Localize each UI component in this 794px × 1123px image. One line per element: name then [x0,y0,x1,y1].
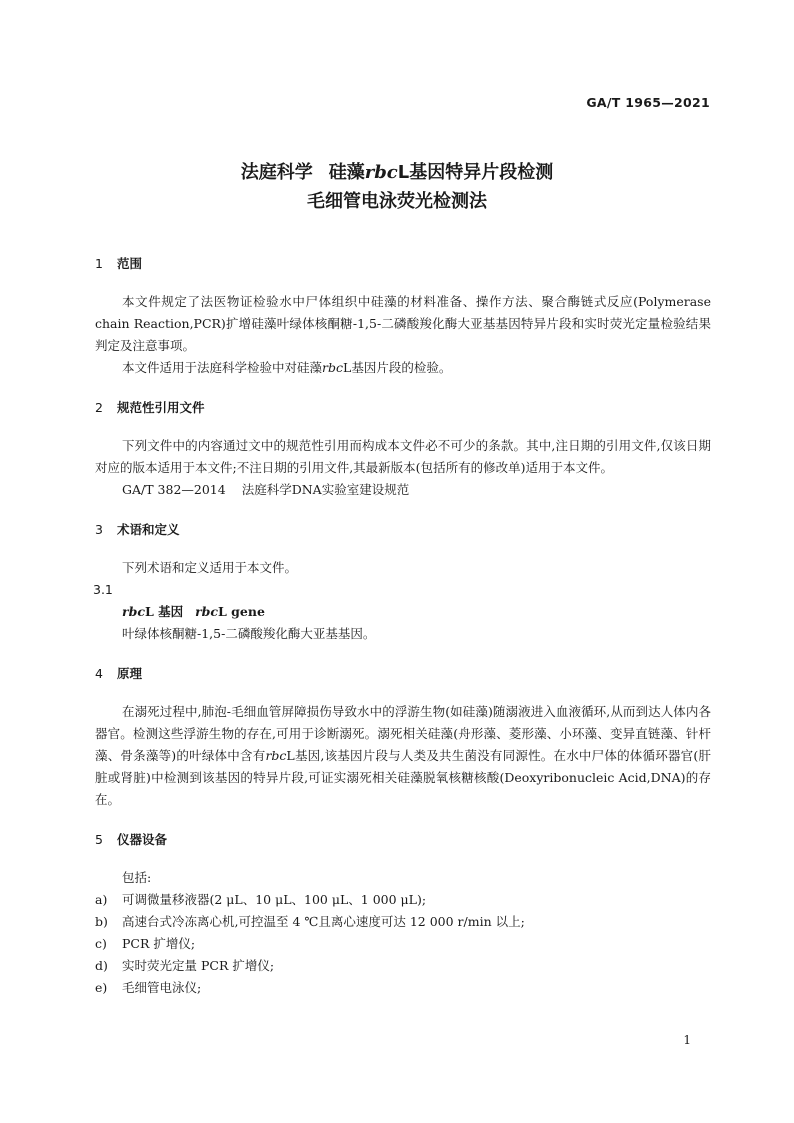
reference-entry: GA/T 382—2014 法庭科学DNA实验室建设规范 [122,482,410,497]
title-part2: 硅藻 [328,162,365,183]
title-part1: 法庭科学 [240,162,313,183]
title-gene-italic: rbc [364,162,398,183]
document-body [95,253,711,999]
page-number: 1 [683,1033,691,1047]
section-heading-normative-references: 2 规范性引用文件 [95,400,205,415]
terms-intro: 下列术语和定义适用于本文件。 [122,560,298,575]
section-heading-principle: 4 原理 [95,666,143,681]
references-paragraph: 下列文件中的内容通过文中的规范性引用而构成本文件必不可少的条款。其中,注日期的引用文件,仅该日期对应的版本适用于本文件;不注日期的引用文件,其最新版本(包括所有的修改单)适用于本文件。 [95,438,711,475]
term-number: 3.1 [93,582,113,597]
scope-paragraph-1: 本文件规定了法医物证检验水中尸体组织中硅藻的材料准备、操作方法、聚合酶链式反应(Polymerase chain Reaction,PCR)扩增硅藻叶绿体核酮糖-1,5-二磷酸羧化酶大亚基基因特异片段和实时荧光定量检验结果判定及注意事项。 [95,294,711,353]
section-heading-scope: 1 范围 [95,256,143,271]
equipment-intro: 包括: [122,870,152,885]
standard-number: GA/T 1965—2021 [586,95,710,110]
principle-paragraph: 在溺死过程中,肺泡-毛细血管屏障损伤导致水中的浮游生物(如硅藻)随溺液进入血液循环,从而到达人体内各器官。检测这些浮游生物的存在,可用于诊断溺死。溺死相关硅藻(舟形藻、菱形藻、小环藻、变异直链藻、针杆藻、骨条藻等)的叶绿体中含有rbcL基因,该基因片段与人类及共生菌没有同源性。在水中尸体的体循环器官(肝脏或肾脏)中检测到该基因的特异片段,可证实溺死相关硅藻脱氧核糖核酸(Deoxyribonucleic Acid,DNA)的存在。 [95,704,711,807]
section-heading-equipment: 5 仪器设备 [95,832,168,847]
term-name: rbcL 基因 rbcL gene [122,604,265,619]
document-title-line2: 毛细管电泳荧光检测法 [307,191,487,212]
title-gene-rest: L [397,162,410,183]
list-item: d) 实时荧光定量 PCR 扩增仪; [95,958,275,973]
list-item: a) 可调微量移液器(2 μL、10 μL、100 μL、1 000 μL); [95,892,427,907]
document-title-line1 [0,158,794,188]
list-item: e) 毛细管电泳仪; [95,980,202,995]
title-part3: 基因特异片段检测 [409,162,554,183]
term-definition: 叶绿体核酮糖-1,5-二磷酸羧化酶大亚基基因。 [122,626,376,641]
scope-paragraph-2: 本文件适用于法庭科学检验中对硅藻rbcL基因片段的检验。 [122,360,452,375]
section-heading-terms: 3 术语和定义 [95,522,180,537]
list-item: c) PCR 扩增仪; [95,936,196,951]
list-item: b) 高速台式冷冻离心机,可控温至 4 ℃且离心速度可达 12 000 r/min 以上; [95,914,525,929]
